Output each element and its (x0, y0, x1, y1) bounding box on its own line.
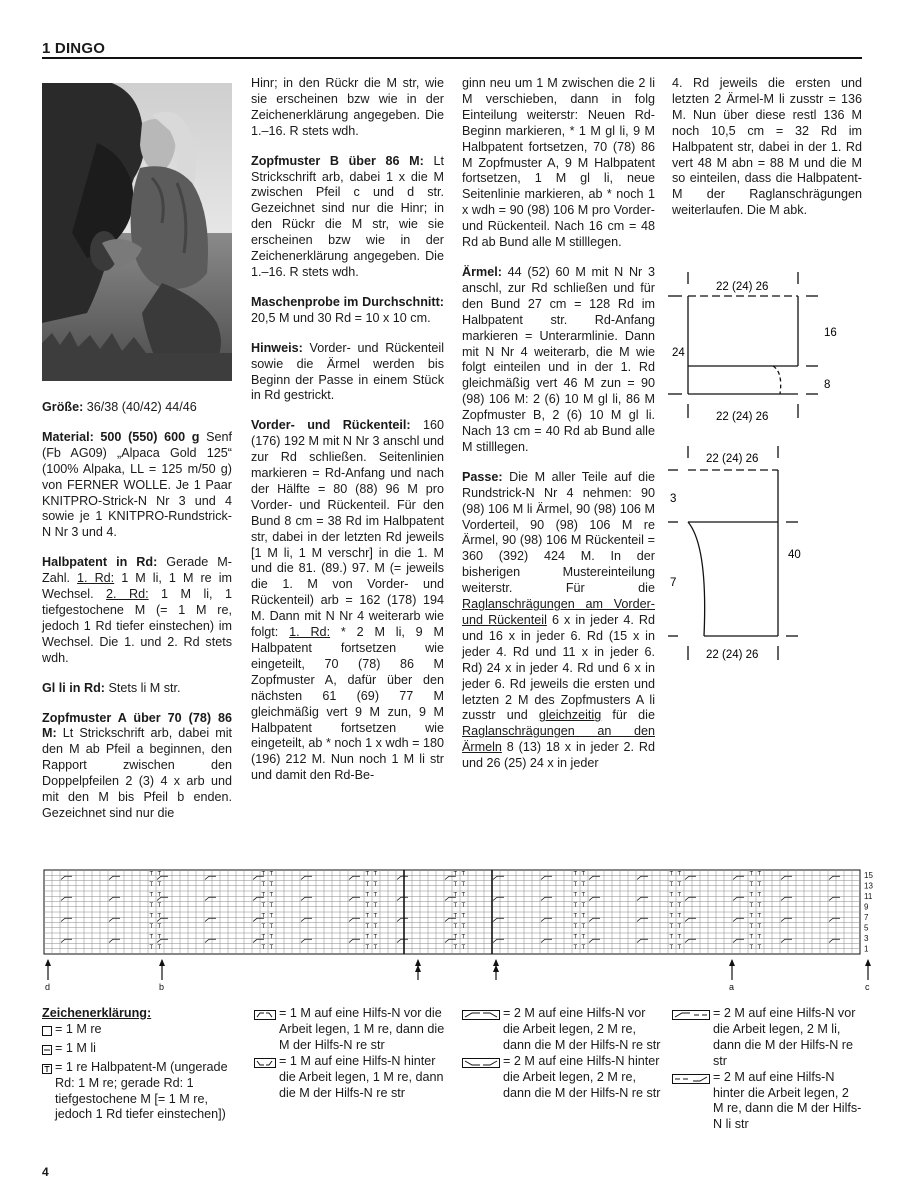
chart-row-number: 15 (864, 870, 873, 880)
chart-stitch-symbol: T (573, 881, 578, 888)
material-label: Material: 500 (550) 600 g (42, 429, 200, 444)
chart-stitch-symbol: T (573, 923, 578, 930)
text-column-1 (42, 400, 232, 836)
chart-stitch-symbol: T (373, 923, 378, 930)
chart-stitch-symbol: T (677, 902, 682, 909)
chart-stitch-symbol: T (453, 892, 458, 899)
text-column-3 (462, 76, 655, 786)
passe-emphasis: Raglanschrägungen am Vorder- und Rückenteil (462, 597, 655, 627)
legend-column-2 (254, 1006, 454, 1101)
chart-stitch-symbol: T (149, 934, 154, 941)
chart-row-number: 5 (864, 923, 869, 933)
dim-bottom: 22 (24) 26 (716, 411, 769, 423)
glli-label: Gl li in Rd: (42, 680, 105, 695)
legend-item (462, 1006, 662, 1054)
continued-text: Hinr; in den Rückr die M str, wie sie erscheinen bzw wie in der Zeichenerklärung angegeben. Die 1.–16. R stets wdh. (251, 76, 444, 138)
chart-stitch-symbol: T (581, 881, 586, 888)
chart-stitch-symbol: T (461, 913, 466, 920)
text-column-2 (251, 76, 444, 798)
chart-row-number: 13 (864, 881, 873, 891)
chart-stitch-symbol: T (365, 923, 370, 930)
chart-stitch-symbol: T (269, 871, 274, 878)
chart-stitch-symbol: T (453, 923, 458, 930)
chart-stitch-symbol: T (461, 944, 466, 951)
chart-stitch-symbol: T (749, 902, 754, 909)
legend-text: = 1 M re (55, 1021, 102, 1036)
photo-icon (42, 83, 232, 381)
chart-stitch-symbol: T (573, 902, 578, 909)
chart-stitch-symbol: T (373, 902, 378, 909)
round-2-label: 2. Rd: (106, 587, 149, 602)
continued-text: 4. Rd jeweils die ersten und letzten 2 Ärmel-M li zusstr = 136 M. Nun über diese restl 136 M noch 10,5 cm = 32 Rd im Halbpatent str, dabei in der 1. Rd vert 48 M abn = 88 M und die M so einteilen, dass die Halbpatent-M der Raglanschrägungen weiterlaufen. Die M abk. (672, 76, 862, 218)
legend-item (672, 1006, 862, 1070)
aermel-label: Ärmel: (462, 264, 502, 279)
legend-item (42, 1022, 242, 1041)
chart-stitch-symbol: T (581, 913, 586, 920)
chart-stitch-symbol: T (669, 923, 674, 930)
chart-stitch-symbol: T (749, 892, 754, 899)
chart-stitch-symbol: T (677, 944, 682, 951)
legend-item (42, 1041, 242, 1060)
cable-1-back-icon (254, 1057, 276, 1073)
chart-stitch-symbol: T (269, 923, 274, 930)
model-photo (42, 83, 232, 381)
chart-stitch-symbol: T (677, 934, 682, 941)
legend-item (42, 1060, 242, 1124)
chart-stitch-symbol: T (157, 871, 162, 878)
arrow-c (865, 959, 871, 992)
chart-stitch-symbol: T (453, 934, 458, 941)
chart-stitch-symbol: T (677, 892, 682, 899)
chart-stitch-symbol: T (581, 902, 586, 909)
chart-stitch-symbol: T (757, 902, 762, 909)
chart-row-number: 3 (864, 933, 869, 943)
passe-text: Die M aller Teile auf die Rundstrick-N Nr 4 nehmen: 90 (98) 106 M li Ärmel, 90 (98) 106 M Vorderteil, 90 (98) 106 M re Ärmel, 90 (98) 106 M Rückenteil = 360 (392) 424 M. In der bisherigen Mustereinteilung weiterstr. Für die (462, 469, 655, 596)
chart-stitch-symbol: T (269, 892, 274, 899)
chart-stitch-symbol: T (373, 913, 378, 920)
svg-text:b: b (159, 982, 165, 992)
chart-stitch-symbol: T (461, 871, 466, 878)
chart-row-number: 1 (864, 944, 869, 954)
chart-stitch-symbol: T (669, 934, 674, 941)
halbpatent-label: Halbpatent in Rd: (42, 555, 158, 570)
chart-stitch-symbol: T (581, 934, 586, 941)
chart-stitch-symbol: T (749, 934, 754, 941)
chart-stitch-symbol: T (581, 892, 586, 899)
page-title: 1 DINGO (42, 40, 106, 57)
purl-stitch-icon (42, 1044, 52, 1060)
hinweis-label: Hinweis: (251, 340, 303, 355)
legend-item (672, 1070, 862, 1134)
chart-stitch-symbol: T (269, 902, 274, 909)
chart-stitch-symbol: T (677, 923, 682, 930)
chart-stitch-symbol: T (149, 944, 154, 951)
chart-stitch-symbol: T (157, 902, 162, 909)
chart-stitch-symbol: T (365, 892, 370, 899)
dim-bottom: 22 (24) 26 (706, 649, 759, 661)
cable-1-front-icon (254, 1009, 276, 1025)
schematic-sleeve (668, 446, 868, 668)
passe-text: 8 (13) 18 x in jeder 2. Rd und 26 (25) 24 x in jeder (462, 740, 655, 771)
cable-2-front-icon (462, 1009, 500, 1025)
dim-right: 40 (788, 549, 801, 561)
chart-stitch-symbol: T (669, 881, 674, 888)
passe-label: Passe: (462, 469, 503, 484)
chart-row-number: 9 (864, 902, 869, 912)
chart-stitch-symbol: T (573, 934, 578, 941)
dim-right-upper: 16 (824, 327, 837, 339)
maschenprobe-text: 20,5 M und 30 Rd = 10 x 10 cm. (251, 310, 431, 325)
chart-stitch-symbol: T (149, 923, 154, 930)
chart-stitch-symbol: T (453, 881, 458, 888)
chart-row-number: 11 (864, 891, 873, 901)
chart-stitch-symbol: T (365, 913, 370, 920)
chart-stitch-symbol: T (461, 934, 466, 941)
chart-stitch-symbol: T (261, 902, 266, 909)
material-text: Senf (Fb AG09) „Alpaca Gold 125“ (100% Alpaka, LL = 125 m/50 g) von FERNER WOLLE. Je 1 Paar KNITPRO-Strick-N Nr 3 und 4 sowie je 1 KNITPRO-Rundstrick-N Nr 3 und 4. (42, 429, 233, 540)
chart-stitch-symbol: T (461, 902, 466, 909)
dim-top: 22 (24) 26 (706, 453, 759, 465)
chart-stitch-symbol: T (461, 881, 466, 888)
legend-column-3 (462, 1006, 662, 1101)
chart-stitch-symbol: T (157, 934, 162, 941)
chart-stitch-symbol: T (573, 944, 578, 951)
halbpatent-text: 1 M li, 1 tiefgestochene M (= 1 M re, jedoch 1 Rd tiefer einstechen) im Wechsel. Die 1. und 2. Rd stets wdh. (42, 587, 233, 665)
chart-stitch-symbol: T (669, 944, 674, 951)
legend-text: = 2 M auf eine Hilfs-N vor die Arbeit legen, 2 M li, dann die M der Hilfs-N re str (713, 1006, 856, 1068)
chart-stitch-symbol: T (453, 913, 458, 920)
vorder-rueckenteil-text: * 2 M li, 9 M Halbpatent fortsetzen wie eingeteilt, 70 (78) 86 M Zopfmuster A, dafür über den nächsten 61 (69) 77 M gleichmäßig vert 9 M zun, 9 M Halbpatent fortsetzen wie eingeteilt, ab * noch 1 x wdh = 180 (196) 212 M. Nun noch 1 M li str und damit den Rd-Be- (251, 625, 445, 783)
chart-stitch-symbol: T (669, 902, 674, 909)
chart-stitch-symbol: T (373, 944, 378, 951)
chart-stitch-symbol: T (157, 892, 162, 899)
legend-item (462, 1054, 662, 1102)
chart-stitch-symbol: T (749, 881, 754, 888)
chart-stitch-symbol: T (749, 923, 754, 930)
chart-stitch-symbol: T (749, 913, 754, 920)
chart-stitch-symbol: T (261, 923, 266, 930)
chart-stitch-symbol: T (749, 944, 754, 951)
chart-stitch-symbol: T (157, 881, 162, 888)
chart-stitch-symbol: T (677, 871, 682, 878)
chart-stitch-symbol: T (157, 923, 162, 930)
dim-top: 22 (24) 26 (716, 281, 769, 293)
knitting-chart (42, 868, 873, 992)
chart-stitch-symbol: T (261, 871, 266, 878)
chart-stitch-symbol: T (757, 923, 762, 930)
vorder-rueckenteil-label: Vorder- und Rückenteil: (251, 418, 411, 433)
chart-stitch-symbol: T (573, 892, 578, 899)
chart-stitch-symbol: T (365, 944, 370, 951)
dim-left-lower: 7 (670, 577, 677, 589)
chart-stitch-symbol: T (749, 871, 754, 878)
chart-stitch-symbol: T (581, 944, 586, 951)
cable-2-front-purl-icon (672, 1009, 710, 1025)
chart-stitch-symbol: T (261, 881, 266, 888)
dim-right-lower: 8 (824, 379, 831, 391)
chart-stitch-symbol: T (757, 881, 762, 888)
chart-stitch-symbol: T (573, 913, 578, 920)
chart-stitch-symbol: T (453, 871, 458, 878)
zopfmuster-b-text: Lt Strickschrift arb, dabei 1 x die M zwischen Pfeil c und d str. Gezeichnet sind nur die Hinr; in den Rückr die M str, wie sie erscheinen bzw wie in der Zeichenerklärung angegeben. Die 1.–16. R stets wdh. (251, 153, 444, 279)
chart-stitch-symbol: T (365, 902, 370, 909)
legend-text: = 2 M auf eine Hilfs-N hinter die Arbeit legen, 2 M re, dann die M der Hilfs-N li str (713, 1069, 862, 1132)
knit-stitch-icon (42, 1025, 52, 1041)
svg-text:d: d (45, 982, 51, 992)
legend-column-4 (672, 1006, 862, 1133)
zopfmuster-a-text: Lt Strickschrift arb, dabei mit den M ab Pfeil a beginnen, den Rapport zwischen den Doppelpfeilen 2 (3) 4 x arb und mit den M bis Pfeil b enden. Gezeichnet sind nur die (42, 726, 232, 820)
chart-stitch-symbol: T (149, 902, 154, 909)
chart-stitch-symbol: T (669, 892, 674, 899)
legend-text: = 1 re Halbpatent-M (ungerade Rd: 1 M re; gerade Rd: 1 tiefgestochene M [= 1 M re, jedoch 1 Rd tiefer einstechen]) (55, 1059, 228, 1122)
passe-text: für die (601, 708, 655, 723)
round-1-label: 1. Rd: (77, 571, 115, 586)
passe-emphasis: gleichzeitig (538, 708, 602, 723)
zopfmuster-a-label: Zopfmuster A über 70 (78) 86 M: (42, 710, 232, 741)
arrow-a (729, 959, 735, 992)
chart-stitch-symbol: T (261, 892, 266, 899)
chart-stitch-symbol: T (669, 913, 674, 920)
legend-text: = 2 M auf eine Hilfs-N hinter die Arbeit legen, 2 M re, dann die M der Hilfs-N re str (503, 1053, 661, 1100)
chart-stitch-symbol: T (149, 881, 154, 888)
cable-2-back-purl-icon (672, 1073, 710, 1089)
chart-stitch-symbol: T (757, 934, 762, 941)
chart-stitch-symbol: T (269, 881, 274, 888)
legend-text: = 1 M auf eine Hilfs-N vor die Arbeit legen, 1 M re, dann die M der Hilfs-N re str (279, 1006, 445, 1052)
legend-item (254, 1006, 454, 1054)
legend-column-1 (42, 1006, 242, 1123)
chart-stitch-symbol: T (677, 881, 682, 888)
chart-stitch-symbol: T (581, 923, 586, 930)
chart-stitch-symbol: T (269, 944, 274, 951)
cable-2-back-icon (462, 1057, 500, 1073)
chart-row-number: 7 (864, 912, 869, 922)
chart-stitch-symbol: T (149, 913, 154, 920)
chart-stitch-symbol: T (269, 913, 274, 920)
dim-left-upper: 3 (670, 493, 677, 505)
chart-stitch-symbol: T (261, 934, 266, 941)
chart-stitch-symbol: T (757, 944, 762, 951)
aermel-text: 44 (52) 60 M mit N Nr 3 anschl, zur Rd schließen und für den Bund 27 cm = 128 Rd im Halbpatent str. Rd-Anfang markieren = Unterarmlinie. Dann mit N Nr 4 weiterarb, die M wie folgt einteilen und in der 1. Rd gleichmäßig vert 46 M zun = 90 (98) 106 M: 2 (6) 10 M gl li, 86 M Zopfmuster B, 2 (6) 10 M gl li. Nach 13 cm = 40 Rd ab Bund alle M stilllegen. (462, 264, 655, 454)
chart-stitch-symbol: T (365, 881, 370, 888)
chart-stitch-symbol: T (149, 871, 154, 878)
chart-stitch-symbol: T (149, 892, 154, 899)
halbpatent-text: 1 M li, 1 M re im Wechsel. (42, 571, 232, 602)
size-label: Größe: (42, 400, 84, 414)
zopfmuster-b-label: Zopfmuster B über 86 M: (251, 153, 424, 168)
chart-stitch-symbol: T (373, 892, 378, 899)
schematic-body (668, 272, 868, 432)
legend-text: = 1 M li (55, 1040, 96, 1055)
legend-item (254, 1054, 454, 1102)
round-1-label: 1. Rd: (289, 625, 331, 640)
dim-left: 24 (672, 347, 685, 359)
maschenprobe-label: Maschenprobe im Durchschnitt: (251, 294, 444, 309)
chart-stitch-symbol: T (157, 913, 162, 920)
chart-stitch-symbol: T (365, 934, 370, 941)
chart-stitch-symbol: T (453, 944, 458, 951)
passe-text: 6 x in jeder 4. Rd und 16 x in jeder 6. Rd (15 x in jeder 4. Rd und 11 x in jeder 6. Rd) 24 x in jeder 4. Rd und 6 x in jeder 6. Rd jeweils die ersten und letzten 2 M des Zopfmusters A li zusstr und (462, 613, 656, 723)
size-text: 36/38 (40/42) 44/46 (83, 400, 197, 414)
hinweis-text: Vorder- und Rückenteil sowie die Ärmel werden bis Beginn der Passe in einem Stück in Rd gestrickt. (251, 340, 444, 403)
arrow-d (45, 959, 51, 992)
chart-stitch-symbol: T (453, 902, 458, 909)
chart-stitch-symbol: T (269, 934, 274, 941)
continued-text: ginn neu um 1 M zwischen die 2 li M verschieben, dann in folg Einteilung weiterstr: Neuen Rd-Beginn markieren, * 1 M gl li, 9 M Halbpatent fortsetzen, 70 (78) 86 M Zopfmuster A, 9 M Halbpatent fortsetzen, 1 M gl li, neue Seitenlinie markieren, ab * noch 1 x wdh = 90 (98) 106 M pro Vorder- und Rückenteil. Nach 16 cm = 48 Rd ab Bund alle M stilllegen. (462, 76, 655, 250)
legend-text: = 2 M auf eine Hilfs-N vor die Arbeit legen, 2 M re, dann die M der Hilfs-N re str (503, 1006, 661, 1052)
text-column-4 (672, 76, 862, 233)
title-rule (42, 57, 862, 59)
chart-stitch-symbol: T (261, 913, 266, 920)
svg-text:a: a (729, 982, 735, 992)
page-number: 4 (42, 1165, 49, 1179)
chart-stitch-symbol: T (365, 871, 370, 878)
chart-stitch-symbol: T (261, 944, 266, 951)
vorder-rueckenteil-text: 160 (176) 192 M mit N Nr 3 anschl und zur Rd schließen. Seitenlinien markieren = Rd-Anfang und nach der Hälfte = 80 (88) 96 M pro Vorder- und Rückenteil. Für den Bund 8 cm = 38 Rd im Halbpatent str, dabei in der letzten Rd jeweils [1 M li, 1 M verschr] in die 1. M und die 81. (89.) 97. M (= jeweils die 1. M von Vorder- und Rückenteil) arb = 162 (178) 194 M. Dann mit N Nr 4 weiterarb wie folgt: (251, 418, 444, 640)
chart-stitch-symbol: T (157, 944, 162, 951)
chart-stitch-symbol: T (757, 913, 762, 920)
double-arrow-left (415, 959, 421, 980)
passe-emphasis: Raglanschrägungen an den Ärmeln (462, 724, 655, 755)
chart-stitch-symbol: T (669, 871, 674, 878)
chart-stitch-symbol: T (581, 871, 586, 878)
chart-stitch-symbol: T (757, 871, 762, 878)
arrow-b (159, 959, 165, 992)
chart-stitch-symbol: T (573, 871, 578, 878)
glli-text: Stets li M str. (104, 680, 181, 695)
chart-stitch-symbol: T (373, 871, 378, 878)
svg-text:c: c (865, 982, 870, 992)
halbpatent-text: Gerade M-Zahl. (42, 555, 232, 586)
chart-stitch-symbol: T (373, 881, 378, 888)
chart-stitch-symbol: T (373, 934, 378, 941)
halbpatent-stitch-icon (42, 1063, 52, 1079)
chart-stitch-symbol: T (757, 892, 762, 899)
double-arrow-right (493, 959, 499, 980)
legend-text: = 1 M auf eine Hilfs-N hinter die Arbeit legen, 1 M re, dann die M der Hilfs-N re str (279, 1053, 444, 1100)
chart-stitch-symbol: T (677, 913, 682, 920)
legend-heading: Zeichenerklärung: (42, 1006, 152, 1020)
chart-stitch-symbol: T (461, 892, 466, 899)
chart-stitch-symbol: T (461, 923, 466, 930)
